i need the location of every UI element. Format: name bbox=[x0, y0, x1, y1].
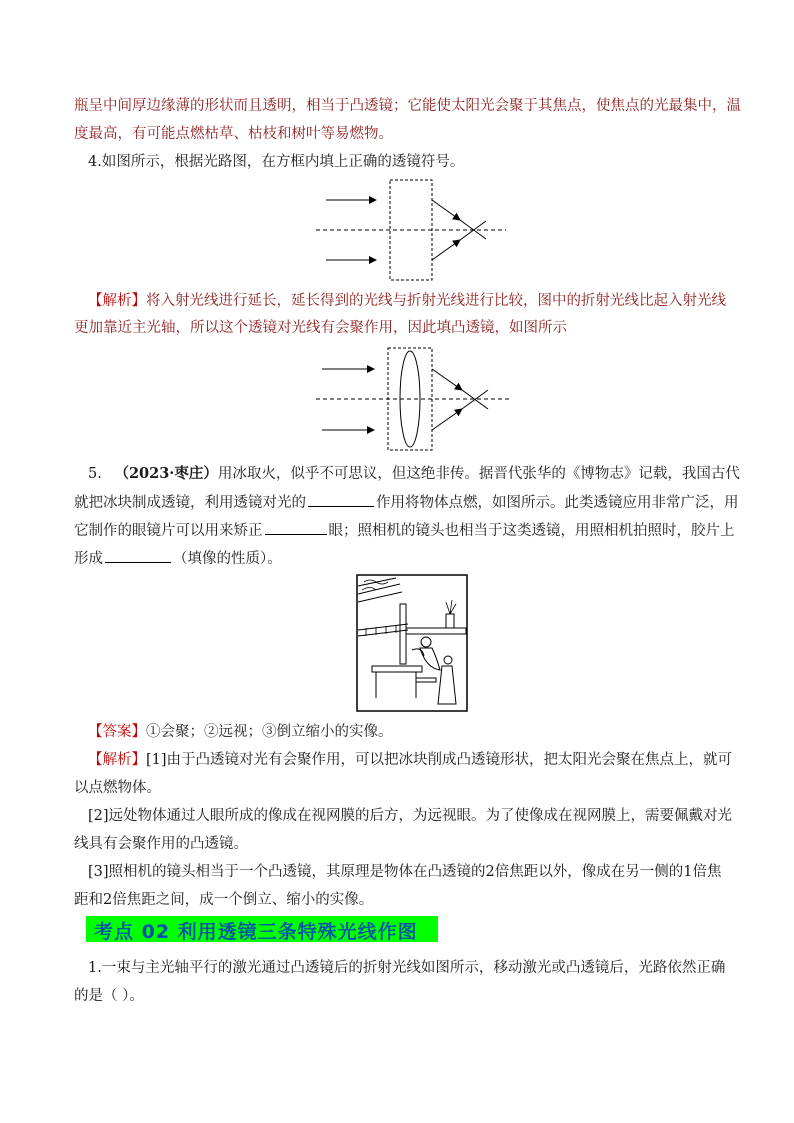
question-text: 用冰取火，似乎不可思议，但这绝非传。据晋代张华的《博物志》记载，我国古代 bbox=[217, 466, 740, 482]
question-text: 眼；照相机的镜头也相当于这类透镜，用照相机拍照时，胶片上 bbox=[328, 523, 735, 539]
text-line: 瓶呈中间厚边缘薄的形状而且透明，相当于凸透镜；它能使太阳光会聚于其焦点，使焦点的光最集中，温 bbox=[74, 98, 741, 114]
analysis-text: 将入射光线进行延长，延长得到的光线与折射光线进行比较，图中的折射光线比起入射光线 bbox=[146, 293, 726, 309]
answer-blank-2[interactable] bbox=[265, 520, 327, 535]
refracted-ray bbox=[432, 240, 460, 260]
explanation-text: [1]由于凸透镜对光有会聚作用，可以把冰块削成凸透镜形状，把太阳光会聚在焦点上，就可 bbox=[146, 752, 733, 768]
question-text: （填像的性质）。 bbox=[173, 551, 282, 567]
explanation-line: 距和2倍焦距之间，成一个倒立、缩小的实像。 bbox=[74, 892, 374, 908]
analysis-line bbox=[88, 291, 726, 311]
answer-blank-1[interactable] bbox=[308, 492, 374, 507]
section-banner bbox=[86, 916, 438, 942]
answer-text: ①会聚；②远视；③倒立缩小的实像。 bbox=[146, 724, 393, 740]
text-line: 度最高，有可能点燃枯草、枯枝和树叶等易燃物。 bbox=[74, 126, 393, 142]
question-5-line bbox=[74, 520, 735, 541]
question-5-line bbox=[74, 492, 739, 513]
answer-line bbox=[88, 722, 393, 742]
question-text: 形成 bbox=[74, 551, 103, 567]
explanation-line: [2]远处物体通过人眼所成的像成在视网膜的后方，为远视眼。为了使像成在视网膜上，需要佩戴对光 bbox=[88, 808, 733, 824]
refracted-ray bbox=[432, 409, 462, 430]
figure-lens-box bbox=[316, 176, 506, 284]
refracted-ray bbox=[432, 200, 460, 220]
question-source: （2023·枣庄） bbox=[114, 465, 218, 482]
refracted-ray bbox=[432, 369, 462, 390]
answer-blank-3[interactable] bbox=[105, 548, 171, 563]
explanation-line: [3]照相机的镜头相当于一个凸透镜，其原理是物体在凸透镜的2倍焦距以外，像成在另一侧的1倍焦 bbox=[88, 864, 722, 880]
answer-tag: 【答案】 bbox=[88, 724, 146, 740]
explanation-line bbox=[88, 750, 732, 770]
question-4: 4.如图所示，根据光路图，在方框内填上正确的透镜符号。 bbox=[88, 154, 465, 170]
analysis-tag: 【解析】 bbox=[88, 293, 146, 309]
question-1-line: 的是（ ）。 bbox=[74, 988, 144, 1004]
question-5-line bbox=[74, 548, 282, 569]
section-title: 考点 02 利用透镜三条特殊光线作图 bbox=[94, 921, 418, 943]
illustration-ice-lens-scene bbox=[356, 574, 468, 712]
question-text: 作用将物体点燃，如图所示。此类透镜应用非常广泛，用 bbox=[376, 495, 739, 511]
analysis-tag: 【解析】 bbox=[88, 752, 146, 768]
analysis-line: 更加靠近主光轴，所以这个透镜对光线有会聚作用，因此填凸透镜，如图所示 bbox=[74, 320, 567, 336]
question-text: 它制作的眼镜片可以用来矫正 bbox=[74, 523, 263, 539]
question-1: 1.一束与主光轴平行的激光通过凸透镜后的折射光线如图所示，移动激光或凸透镜后，光路依然正确 bbox=[88, 960, 726, 976]
question-text: 就把冰块制成透镜，利用透镜对光的 bbox=[74, 495, 306, 511]
figure-convex-lens bbox=[316, 344, 512, 454]
explanation-line: 以点燃物体。 bbox=[74, 780, 161, 796]
question-number: 5. bbox=[88, 466, 102, 482]
explanation-line: 线具有会聚作用的凸透镜。 bbox=[74, 836, 248, 852]
question-5 bbox=[88, 464, 740, 484]
